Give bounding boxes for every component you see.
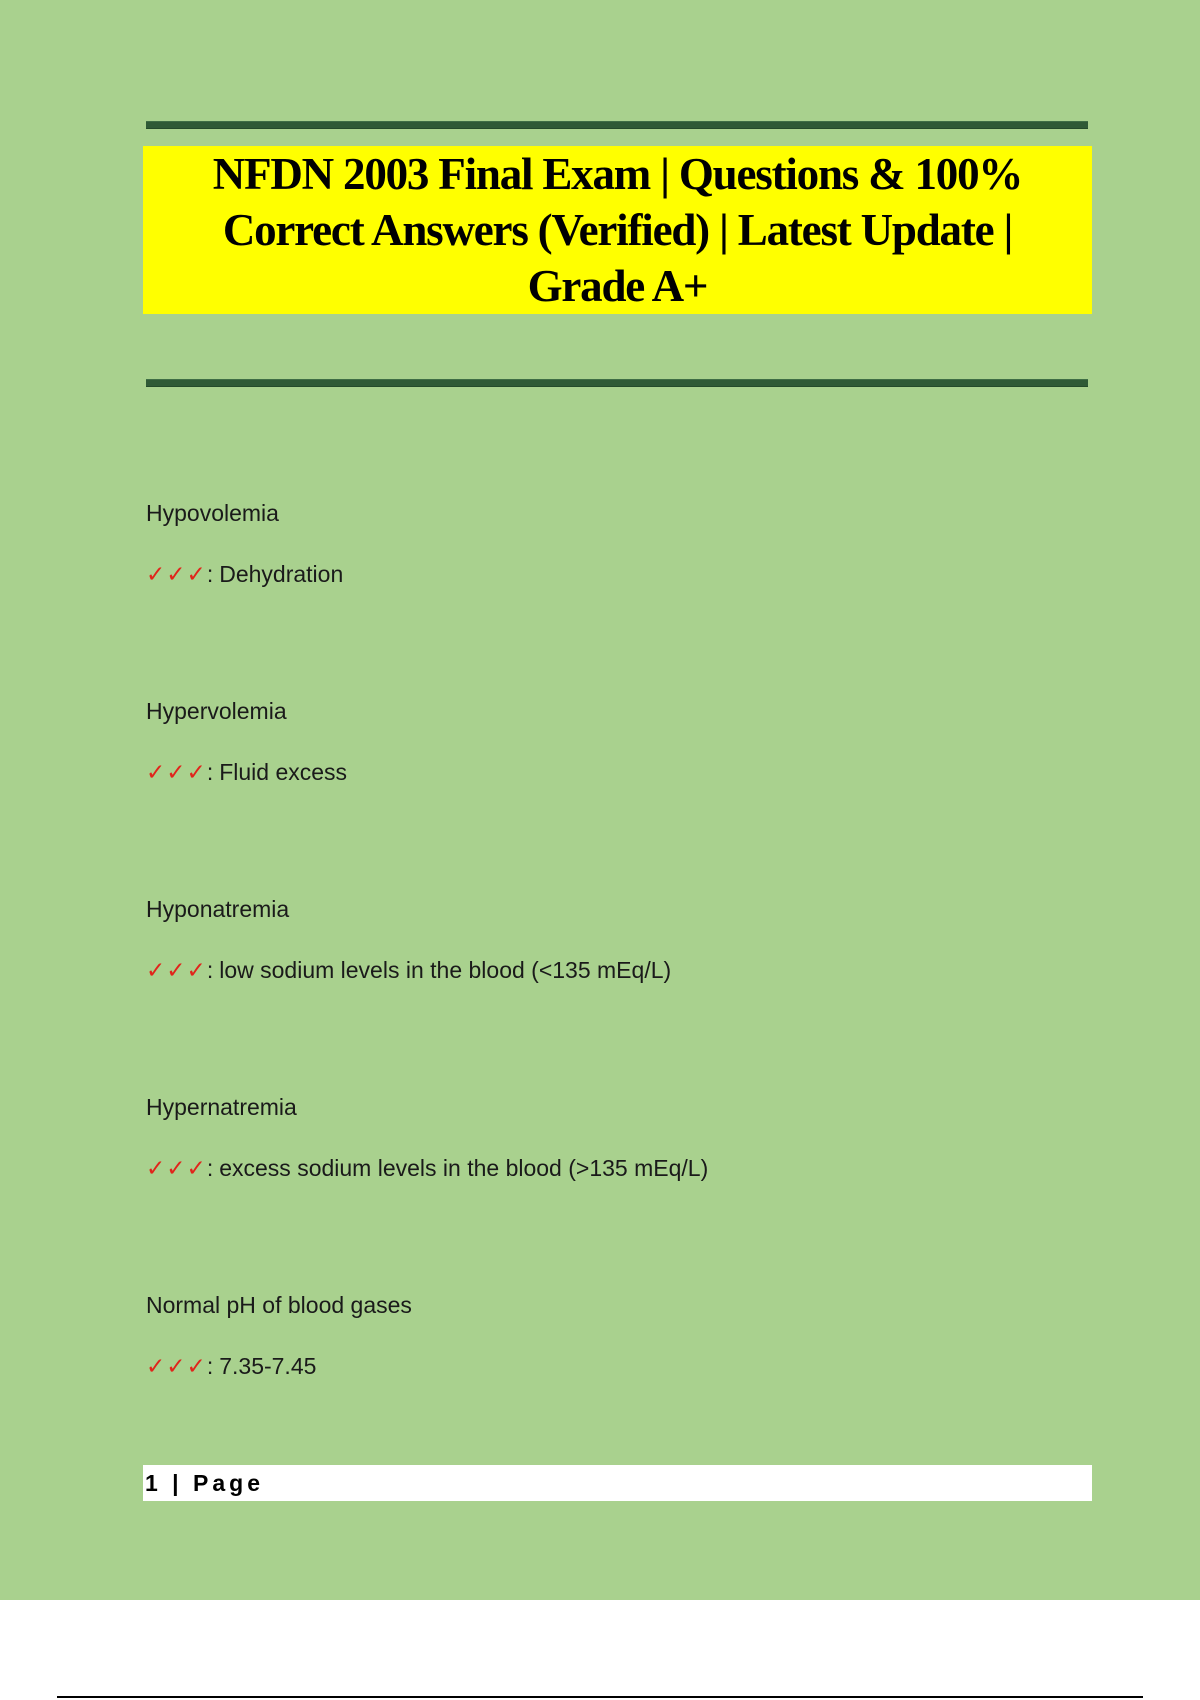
question-term: Hypervolemia xyxy=(146,698,287,724)
check-mark-icon: ✓✓✓ xyxy=(146,562,207,588)
bottom-divider xyxy=(146,379,1088,387)
answer-line xyxy=(146,558,1086,590)
answer-separator: : xyxy=(206,759,214,785)
check-mark-icon: ✓✓✓ xyxy=(146,760,207,786)
top-divider xyxy=(146,121,1088,129)
page-footer xyxy=(143,1465,1092,1501)
answer-line xyxy=(146,1350,1086,1382)
check-mark-icon: ✓✓✓ xyxy=(146,1354,207,1380)
title-banner xyxy=(143,146,1092,314)
answer-line xyxy=(146,954,1086,986)
question-term: Hypovolemia xyxy=(146,500,279,526)
answer-separator: : xyxy=(206,1353,214,1379)
qa-item xyxy=(146,692,1086,890)
qa-item xyxy=(146,1286,1086,1484)
answer-line xyxy=(146,1152,1086,1184)
question-term: Hypernatremia xyxy=(146,1094,297,1120)
qa-item xyxy=(146,890,1086,1088)
qa-list xyxy=(146,494,1086,1484)
answer-separator: : xyxy=(206,561,214,587)
qa-item xyxy=(146,1088,1086,1286)
answer-separator: : xyxy=(206,957,214,983)
answer-text: Fluid excess xyxy=(219,759,348,785)
document-title: NFDN 2003 Final Exam | Questions & 100% Correct Answers (Verified) | Latest Update | Grade A+ xyxy=(212,149,1023,311)
check-mark-icon: ✓✓✓ xyxy=(146,1156,207,1182)
answer-text: excess sodium levels in the blood (>135 mEq/L) xyxy=(219,1155,709,1181)
page-bottom-rule xyxy=(57,1696,1143,1698)
answer-text: Dehydration xyxy=(219,561,344,587)
question-term: Normal pH of blood gases xyxy=(146,1292,412,1318)
answer-text: low sodium levels in the blood (<135 mEq/L) xyxy=(219,957,672,983)
qa-item xyxy=(146,494,1086,692)
answer-text: 7.35-7.45 xyxy=(219,1353,317,1379)
question-term: Hyponatremia xyxy=(146,896,290,922)
check-mark-icon: ✓✓✓ xyxy=(146,958,207,984)
answer-separator: : xyxy=(206,1155,214,1181)
page-number: 1 | Page xyxy=(145,1469,264,1496)
answer-line xyxy=(146,756,1086,788)
